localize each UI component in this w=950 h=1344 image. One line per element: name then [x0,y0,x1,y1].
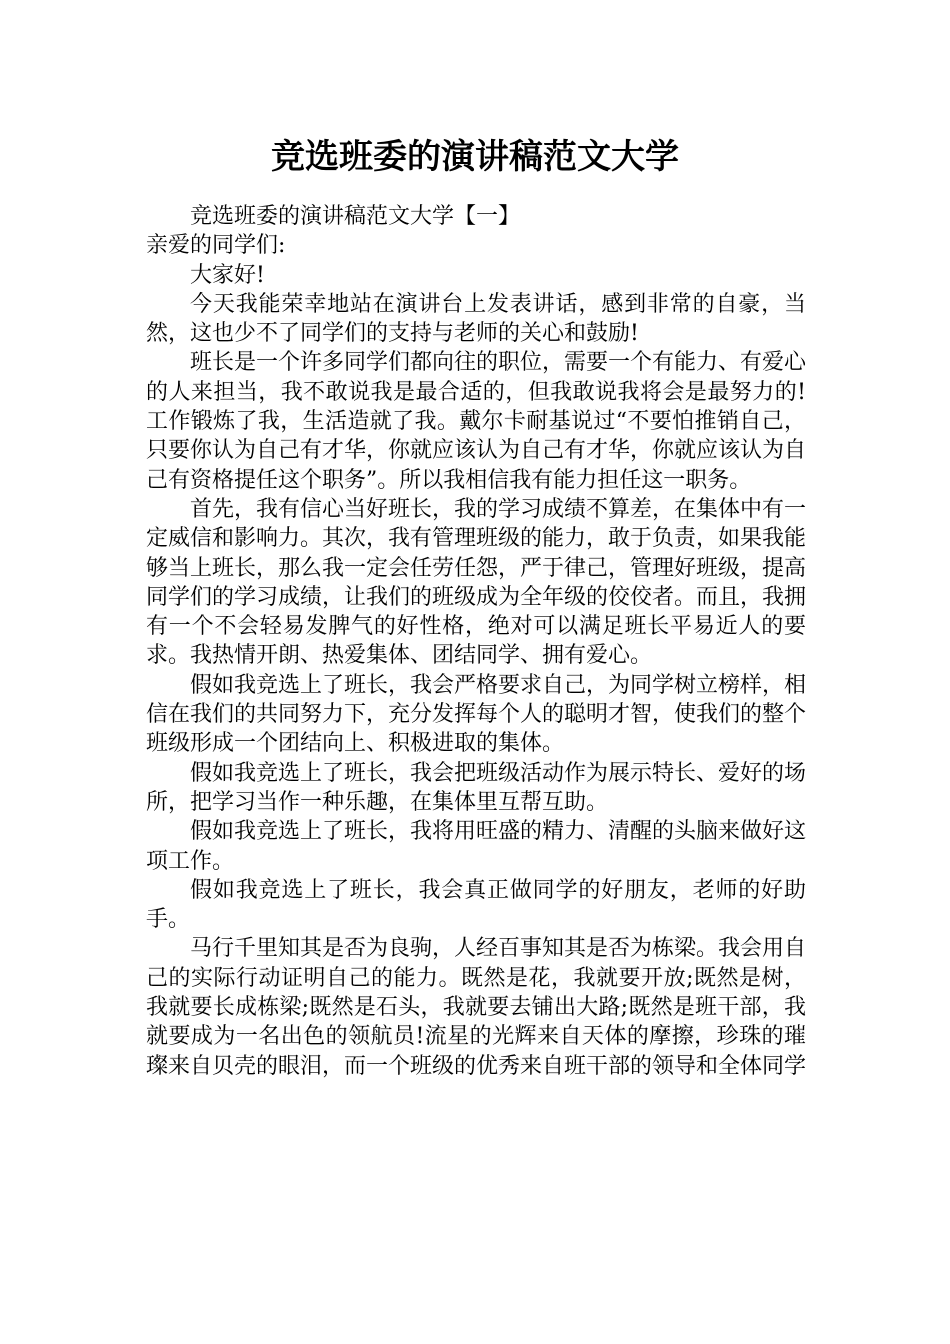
paragraph: 今天我能荣幸地站在演讲台上发表讲话，感到非常的自豪，当然，这也少不了同学们的支持与老师的关心和鼓励! [146,291,806,347]
paragraph: 假如我竞选上了班长，我将用旺盛的精力、清醒的头脑来做好这项工作。 [146,819,807,874]
paragraph: 马行千里知其是否为良驹，人经百事知其是否为栋梁。我会用自己的实际行动证明自己的能力。既然是花，我就要开放;既然是树，我就要长成栋梁;既然是石头，我就要去铺出大路;既然是班干部，我就要成为一名出色的领航员!流星的光辉来自天体的摩擦，珍珠的璀璨来自贝壳的眼泪，而一个班级的优秀来自班干部的领导和全体同学 [146,936,807,1079]
paragraph: 假如我竞选上了班长，我会真正做同学的好朋友，老师的好助手。 [146,877,806,933]
paragraph: 假如我竞选上了班长，我会严格要求自己，为同学树立榜样，相信在我们的共同努力下，充分发挥每个人的聪明才智，使我们的整个班级形成一个团结向上、积极进取的集体。 [146,672,807,757]
paragraph: 竞选班委的演讲稿范文大学【一】 [190,204,521,229]
paragraph: 大家好! [190,262,265,288]
paragraph: 假如我竞选上了班长，我会把班级活动作为展示特长、爱好的场所，把学习当作一种乐趣，在集体里互帮互助。 [146,760,807,815]
paragraph: 亲爱的同学们: [146,233,286,259]
paragraph: 班长是一个许多同学们都向往的职位，需要一个有能力、有爱心的人来担当，我不敢说我是最合适的，但我敢说我将会是最努力的!工作锻炼了我，生活造就了我。戴尔卡耐基说过“不要怕推销自己，只要你认为自己有才华，你就应该认为自己有才华，你就应该认为自己有资格提任这个职务”。所以我相信我有能力担任这一职务。 [146,350,807,493]
document-title: 竞选班委的演讲稿范文大学 [271,137,679,177]
paragraph: 首先，我有信心当好班长，我的学习成绩不算差，在集体中有一定威信和影响力。其次，我有管理班级的能力，敢于负责，如果我能够当上班长，那么我一定会任劳任怨，严于律己，管理好班级，提高同学们的学习成绩，让我们的班级成为全年级的佼佼者。而且，我拥有一个不会轻易发脾气的好性格，绝对可以满足班长平易近人的要求。我热情开朗、热爱集体、团结同学、拥有爱心。 [146,496,807,669]
document-body [146,202,806,1081]
